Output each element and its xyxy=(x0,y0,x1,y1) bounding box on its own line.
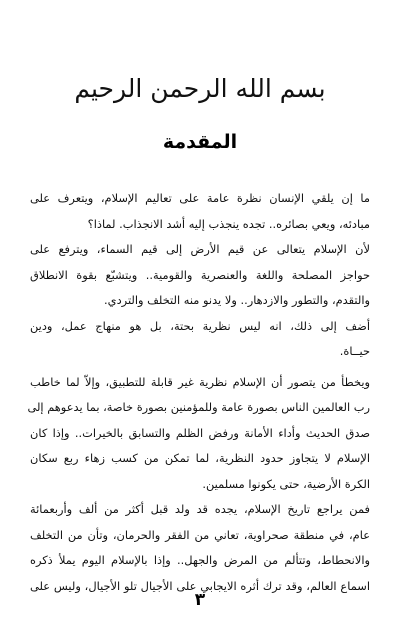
text-line: رب العالمين الناس بصورة عامة وللمؤمنين بصورة خاصة، بما يدعوهم إلى xyxy=(27,400,370,414)
paragraph xyxy=(27,370,370,498)
text-line: حيــاة. xyxy=(339,344,370,358)
text-line: والتقدم، والتطور والازدهار.. ولا يدنو منه التخلف والتردي. xyxy=(104,293,370,307)
page-number: ٣ xyxy=(194,590,206,610)
text-line: اسماع العالم، وقد ترك أثره الايجابي على الأجيال تلو الأجيال، وليس على xyxy=(30,578,370,593)
text-line: فمن يراجع تاريخ الإسلام، يجده قد ولد قبل أكثر من ألف وأربعمائة xyxy=(30,502,370,516)
text-line: لأن الإسلام يتعالى عن قيم الأرض إلى قيم السماء، ويترفع على xyxy=(30,242,370,256)
text-line: حواجز المصلحة واللغة والعنصرية والقومية.. ويتشبّع بقوة الانطلاق xyxy=(30,267,370,282)
body-text xyxy=(27,186,370,599)
page-title: المقدمة xyxy=(162,131,238,153)
paragraph xyxy=(30,237,370,314)
text-line: أضف إلى ذلك، انه ليس نظرية بحتة، بل هو منهاج عمل، ودين xyxy=(30,318,370,333)
text-line: صدق الحديث وأداء الأمانة ورفض الظلم والتسابق بالخيرات.. وإذا كان xyxy=(30,425,370,440)
paragraph xyxy=(30,497,370,599)
paragraph xyxy=(30,186,370,237)
paragraph xyxy=(30,314,370,365)
text-line: الإسلام لا يتجاوز حدود النظرية، لما تمكن من كسب زهاء ربع سكان xyxy=(30,451,370,465)
basmala-heading: بسم الله الرحمن الرحيم xyxy=(74,74,326,103)
text-line: الكرة الأرضية، حتى يكونوا مسلمين. xyxy=(202,476,370,491)
text-line: عام، في منطقة صحراوية، تعاني من الفقر والحرمان، وتأن من التخلف xyxy=(30,527,370,542)
text-line: ما إن يلقي الإنسان نظرة عامة على تعاليم الإسلام، ويتعرف على xyxy=(30,191,370,205)
text-line: ويخطأ من يتصور أن الإسلام نظرية غير قابلة للتطبيق، وإلاّ لما خاطب xyxy=(30,374,370,389)
text-line: والانحطاط، وتتألم من المرض والجهل.. وإذا بالإسلام اليوم يملأ ذكره xyxy=(30,553,370,567)
text-line: مبادئه، ويعي بصائره.. تجده ينجذب إليه أشد الانجذاب. لماذا؟ xyxy=(87,216,370,231)
